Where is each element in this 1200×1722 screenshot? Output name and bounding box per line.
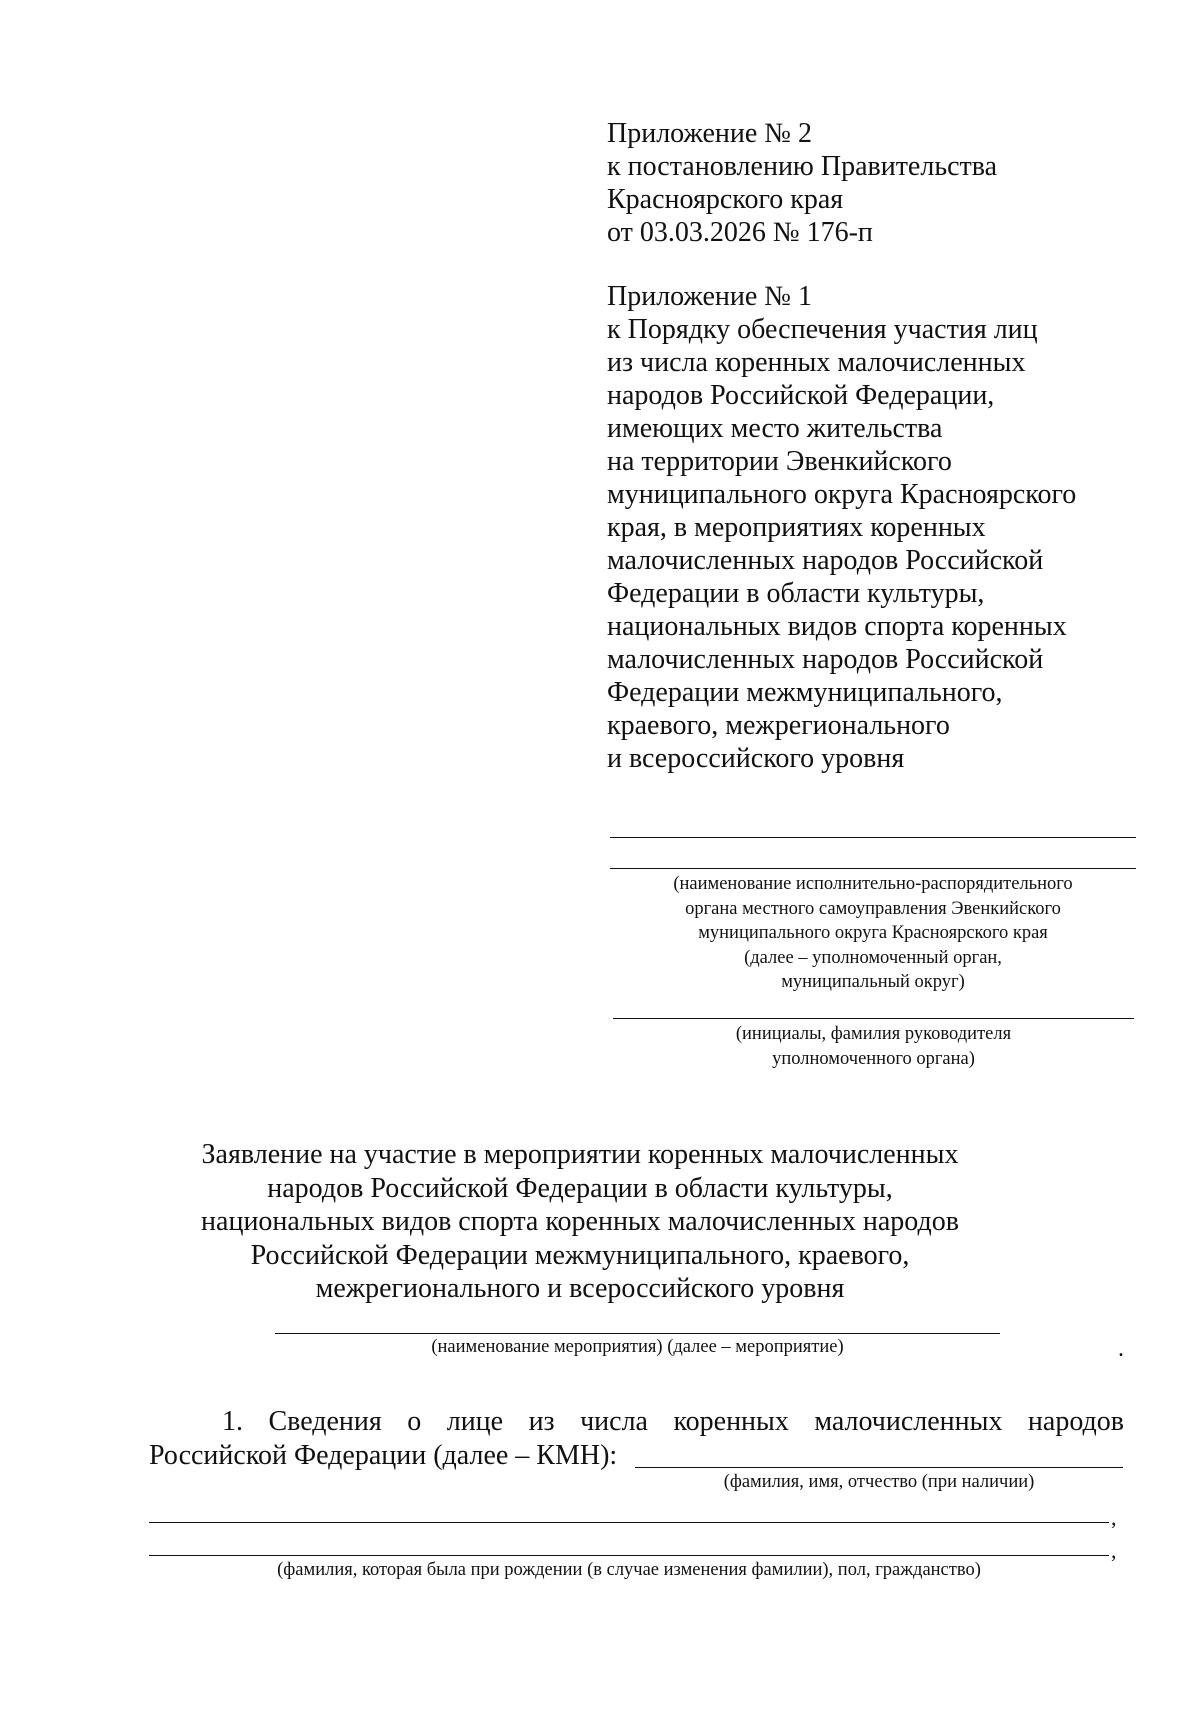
birth-info-caption: (фамилия, которая была при рождении (в случае изменения фамилии), пол, гражданство)	[277, 1560, 981, 1580]
fio-caption: (фамилия, имя, отчество (при наличии)	[723, 1472, 1035, 1492]
appendix-1-line: Федерации межмуниципального,	[607, 677, 1003, 708]
section-1-word: Сведения	[268, 1406, 382, 1437]
application-title	[140, 1138, 1020, 1306]
appendix-1-line: народов Российской Федерации,	[607, 380, 995, 411]
appendix-1-line: муниципального округа Красноярского	[607, 479, 1077, 510]
appendix-1-line: Приложение № 1	[607, 281, 812, 312]
organ-name-line-2	[610, 868, 1136, 869]
appendix-1-line: Федерации в области культуры,	[607, 578, 985, 609]
appendix-2-line: от 03.03.2026 № 176-п	[607, 217, 873, 248]
birth-info-line-comma: ,	[1111, 1538, 1117, 1563]
appendix-2-line: к постановлению Правительства	[607, 151, 998, 182]
appendix-2-line: Приложение № 2	[607, 118, 812, 149]
appendix-1-line: национальных видов спорта коренных	[607, 611, 1067, 642]
appendix-2-header	[607, 117, 997, 249]
fio-line	[635, 1467, 1123, 1468]
appendix-1-line: к Порядку обеспечения участия лиц	[607, 314, 1038, 345]
title-line: народов Российской Федерации в области культуры,	[267, 1172, 893, 1204]
organ-caption-line: (далее – уполномоченный орган,	[744, 947, 1002, 968]
head-name-line	[613, 1018, 1134, 1019]
appendix-1-line: малочисленных народов Российской	[607, 644, 1044, 675]
section-1-word: народов	[1027, 1406, 1124, 1437]
section-1-word: коренных	[673, 1406, 789, 1437]
section-1-word: 1.	[222, 1406, 243, 1437]
head-caption-line: (инициалы, фамилия руководителя	[735, 1024, 1012, 1044]
extra-line-1	[149, 1522, 1109, 1523]
trailing-dot: .	[1118, 1336, 1124, 1362]
section-1-line-2: Российской Федерации (далее – КМН):	[149, 1440, 618, 1471]
head-caption-line: уполномоченного органа)	[772, 1048, 975, 1069]
appendix-1-line: малочисленных народов Российской	[607, 545, 1044, 576]
appendix-1-line: на территории Эвенкийского	[607, 446, 952, 477]
title-line: национальных видов спорта коренных малочисленных народов	[201, 1206, 959, 1237]
section-1-word: лице	[446, 1406, 504, 1437]
appendix-1-header	[607, 280, 1076, 775]
organ-caption-line: органа местного самоуправления Эвенкийского	[685, 898, 1061, 919]
organ-name-line-1	[610, 837, 1136, 838]
organ-caption-line: муниципальный округ)	[781, 972, 965, 992]
birth-info-line	[149, 1555, 1109, 1556]
title-line: Российской Федерации межмуниципального, краевого,	[250, 1239, 910, 1271]
appendix-1-line: из числа коренных малочисленных	[607, 347, 1026, 378]
title-line: Заявление на участие в мероприятии коренных малочисленных	[201, 1139, 959, 1170]
extra-line-1-comma: ,	[1111, 1505, 1117, 1530]
section-1-word: о	[407, 1406, 422, 1437]
section-1-word: малочисленных	[814, 1406, 1003, 1437]
appendix-1-line: и всероссийского уровня	[607, 743, 905, 774]
section-1-line-1	[222, 1405, 1124, 1438]
section-1-word: числа	[580, 1406, 648, 1437]
organ-caption-line: (наименование исполнительно-распорядительного	[673, 874, 1073, 894]
event-caption: (наименование мероприятия) (далее – мероприятие)	[431, 1337, 844, 1357]
event-name-line	[275, 1333, 1000, 1334]
organ-caption-line: муниципального округа Красноярского края	[698, 923, 1048, 943]
organ-caption	[610, 872, 1136, 995]
appendix-2-line: Красноярского края	[607, 184, 844, 215]
title-line: межрегионального и всероссийского уровня	[315, 1273, 845, 1304]
head-caption	[613, 1022, 1134, 1071]
appendix-1-line: краевого, межрегионального	[607, 710, 950, 741]
section-1-word: из	[528, 1406, 555, 1437]
appendix-1-line: имеющих место жительства	[607, 413, 943, 444]
appendix-1-line: края, в мероприятиях коренных	[607, 512, 986, 543]
